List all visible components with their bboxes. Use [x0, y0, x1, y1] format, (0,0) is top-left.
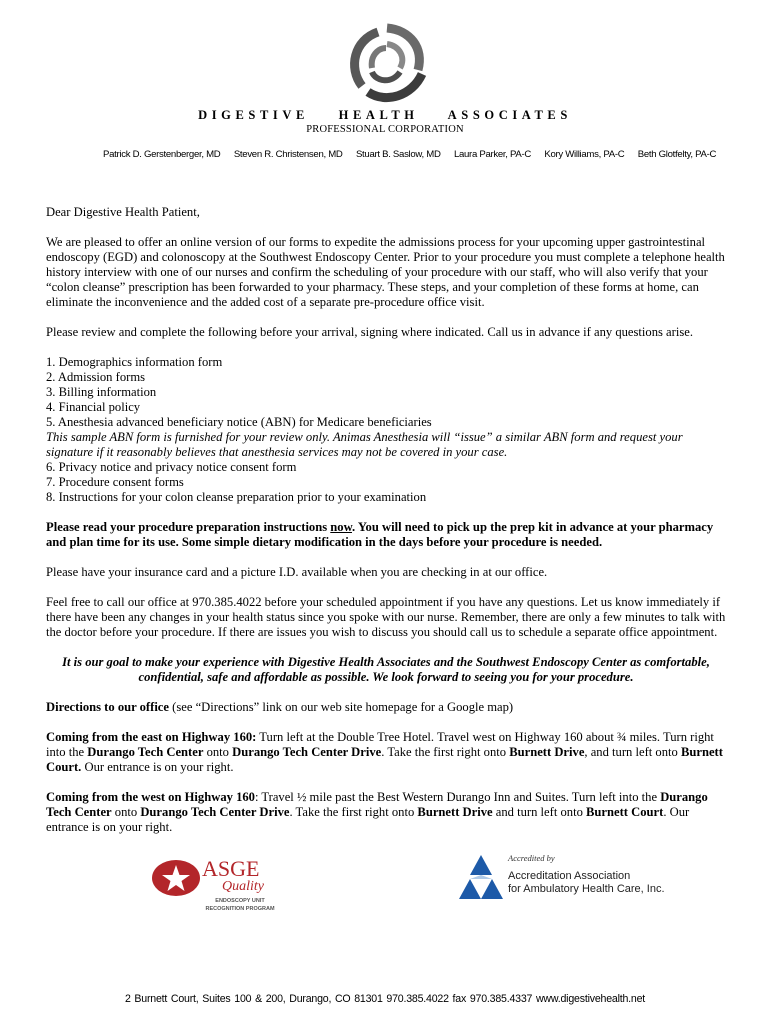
asge-quality: Quality	[222, 879, 264, 894]
list-item: 4. Financial policy	[46, 400, 141, 414]
call-paragraph: Feel free to call our office at 970.385.4022 before your scheduled appointment if you have any questions. Let us know immediately if there have been any changes in your health status since you spoke with our nurse. Remember, there are only a few minutes to talk with the doctor before your procedure. If there are issues you wish to discuss you should call us to schedule a separate office appointment.	[46, 595, 726, 639]
staff-member: Stuart B. Saslow, MD	[355, 149, 441, 160]
asge-line1: ENDOSCOPY UNIT	[215, 898, 265, 904]
asge-line2: RECOGNITION PROGRAM	[205, 906, 275, 912]
goal-paragraph: It is our goal to make your experience with Digestive Health Associates and the Southwest Endoscopy Center as comfortable, confidential, safe and affordable as possible. We look forward to seeing you for your procedure.	[62, 655, 710, 684]
aaahc-line2: for Ambulatory Health Care, Inc.	[508, 883, 665, 895]
directions-paragraph: Directions to our office (see “Directions” link on our web site homepage for a Google map)	[46, 700, 514, 714]
accredited-by: Accredited by	[508, 853, 555, 863]
salutation: Dear Digestive Health Patient,	[46, 205, 200, 219]
insurance-paragraph: Please have your insurance card and a picture I.D. available when you are checking in at our office.	[46, 565, 548, 579]
staff-member: Beth Glotfelty, PA-C	[637, 149, 717, 160]
list-item: 3. Billing information	[46, 385, 157, 399]
now-emphasis: now	[330, 520, 352, 534]
aaahc-line1: Accreditation Association	[508, 870, 631, 882]
staff-member: Laura Parker, PA-C	[453, 149, 532, 160]
aaahc-logo	[458, 853, 678, 913]
staff-member: Steven R. Christensen, MD	[233, 149, 343, 160]
triangle-icon	[481, 879, 503, 899]
list-item: 6. Privacy notice and privacy notice consent form	[46, 460, 297, 474]
list-item: 8. Instructions for your colon cleanse preparation prior to your examination	[46, 490, 427, 504]
east-directions: Coming from the east on Highway 160: Turn left at the Double Tree Hotel. Travel west on Highway 160 about ¾ miles. Turn right into the Durango Tech Center onto Durango Tech Center Drive. Take the first right onto Burnett Drive, and turn left onto Burnett Court. Our entrance is on your right.	[46, 730, 723, 774]
triangle-icon	[459, 879, 481, 899]
list-item: 7. Procedure consent forms	[46, 475, 184, 489]
list-item: 2. Admission forms	[46, 370, 146, 384]
intro-paragraph: We are pleased to offer an online version of our forms to expedite the admissions process for your upcoming upper gastrointestinal endoscopy (EGD) and colonoscopy at the Southwest Endoscopy Center. Prior to your procedure you must complete a telephone health history interview with one of our nurses and confirm the scheduling of your procedure with our staff, who will also verify that your “colon cleanse” prescription has been forwarded to your pharmacy. These steps, and your completion of these forms at home, can eliminate the inconvenience and the added cost of a separate pre-procedure office visit.	[46, 235, 725, 309]
triangle-icon	[470, 855, 492, 875]
list-item: 1. Demographics information form	[46, 355, 223, 369]
review-paragraph: Please review and complete the following before your arrival, signing where indicated. Call us in advance if any questions arise.	[46, 325, 693, 339]
asge-title: ASGE	[202, 856, 260, 881]
asge-quality-logo	[150, 852, 280, 914]
staff-list	[103, 149, 717, 160]
letter-body	[46, 205, 726, 835]
staff-member: Kory Williams, PA-C	[544, 149, 625, 160]
staff-member: Patrick D. Gerstenberger, MD	[103, 149, 221, 160]
firm-name: DIGESTIVE HEALTH ASSOCIATES	[198, 108, 572, 122]
abn-note: This sample ABN form is furnished for your review only. Animas Anesthesia will “issue” a similar ABN form and request your signature if it reasonably believes that anesthesia services may not be covered in your case.	[46, 430, 683, 459]
footer-address: 2 Burnett Court, Suites 100 & 200, Durango, CO 81301 970.385.4022 fax 970.385.4337 www.digestivehealth.net	[124, 993, 646, 1005]
swirl-logo	[344, 22, 430, 106]
west-directions: Coming from the west on Highway 160: Travel ½ mile past the Best Western Durango Inn and Suites. Turn left into the Durango Tech Center onto Durango Tech Center Drive. Take the first right onto Burnett Drive and turn left onto Burnett Court. Our entrance is on your right.	[46, 790, 708, 834]
prep-paragraph: Please read your procedure preparation instructions now. You will need to pick up the prep kit in advance at your pharmacy and plan time for its use. Some simple dietary modification in the days before your procedure is needed.	[46, 520, 714, 549]
firm-subtitle: PROFESSIONAL CORPORATION	[306, 124, 464, 135]
list-item: 5. Anesthesia advanced beneficiary notice (ABN) for Medicare beneficiaries	[46, 415, 432, 429]
